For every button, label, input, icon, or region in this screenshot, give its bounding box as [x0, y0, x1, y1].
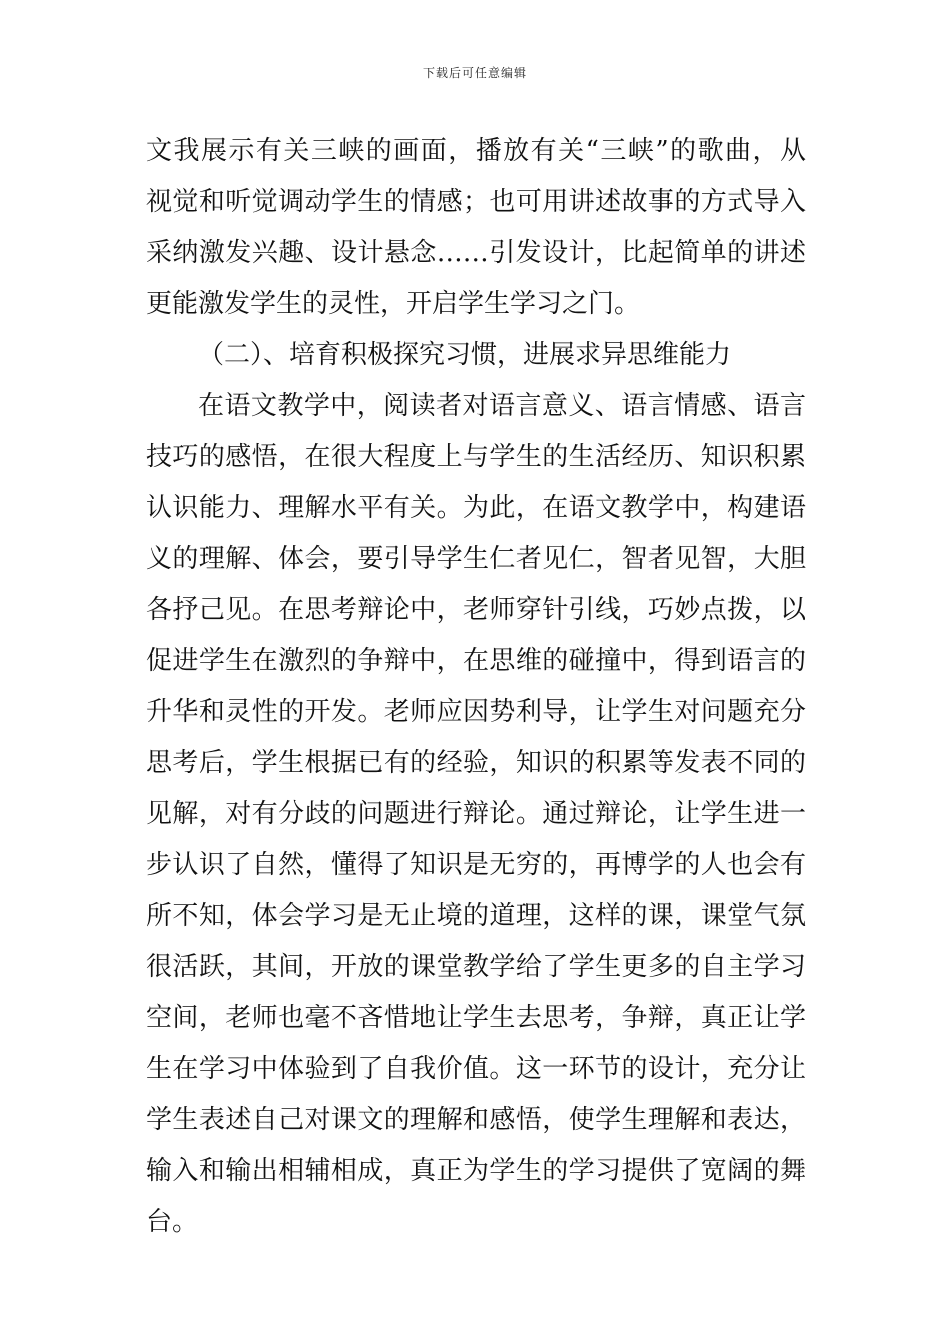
paragraph-2-line: 促进学生在激烈的争辩中，在思维的碰撞中，得到语言的	[146, 646, 806, 676]
paragraph-2-line: 各抒己见。在思考辩论中，老师穿针引线，巧妙点拨，以	[146, 595, 806, 625]
paragraph-2-line: 生在学习中体验到了自我价值。这一环节的设计，充分让	[146, 1054, 806, 1084]
paragraph-2-line: 思考后，学生根据已有的经验，知识的积累等发表不同的	[146, 748, 806, 778]
section-heading: （二）、培育积极探究习惯，进展求异思维能力	[198, 340, 732, 370]
paragraph-2-line: 输入和输出相辅相成，真正为学生的学习提供了宽阔的舞	[146, 1156, 806, 1186]
paragraph-1-line: 文我展示有关三峡的画面，播放有关“三峡”的歌曲，从	[146, 136, 806, 166]
paragraph-2-line: 空间，老师也毫不吝惜地让学生去思考，争辩，真正让学	[146, 1003, 806, 1033]
paragraph-1-line: 更能激发学生的灵性，开启学生学习之门。	[146, 289, 641, 319]
paragraph-2-line: 学生表述自己对课文的理解和感悟，使学生理解和表达，	[146, 1105, 806, 1135]
paragraph-2-line: 认识能力、理解水平有关。为此，在语文教学中，构建语	[146, 493, 806, 523]
paragraph-2-line: 步认识了自然，懂得了知识是无穷的，再博学的人也会有	[146, 850, 806, 880]
paragraph-1-line: 采纳激发兴趣、设计悬念……引发设计，比起简单的讲述	[146, 238, 806, 268]
paragraph-2-line: 在语文教学中，阅读者对语言意义、语言情感、语言	[198, 391, 806, 421]
paragraph-2-line: 台。	[146, 1207, 199, 1237]
paragraph-2-line: 义的理解、体会，要引导学生仁者见仁，智者见智，大胆	[146, 544, 806, 574]
paragraph-2-line: 见解，对有分歧的问题进行辩论。通过辩论，让学生进一	[146, 799, 806, 829]
paragraph-2-line: 所不知，体会学习是无止境的道理，这样的课，课堂气氛	[146, 901, 806, 931]
paragraph-1-line: 视觉和听觉调动学生的情感；也可用讲述故事的方式导入	[146, 187, 806, 217]
paragraph-2-line: 技巧的感悟，在很大程度上与学生的生活经历、知识积累	[146, 442, 806, 472]
paragraph-2-line: 很活跃，其间，开放的课堂教学给了学生更多的自主学习	[146, 952, 806, 982]
paragraph-2-line: 升华和灵性的开发。老师应因势利导，让学生对问题充分	[146, 697, 806, 727]
document-body	[146, 126, 806, 1248]
page-header: 下载后可任意编辑	[422, 66, 527, 80]
